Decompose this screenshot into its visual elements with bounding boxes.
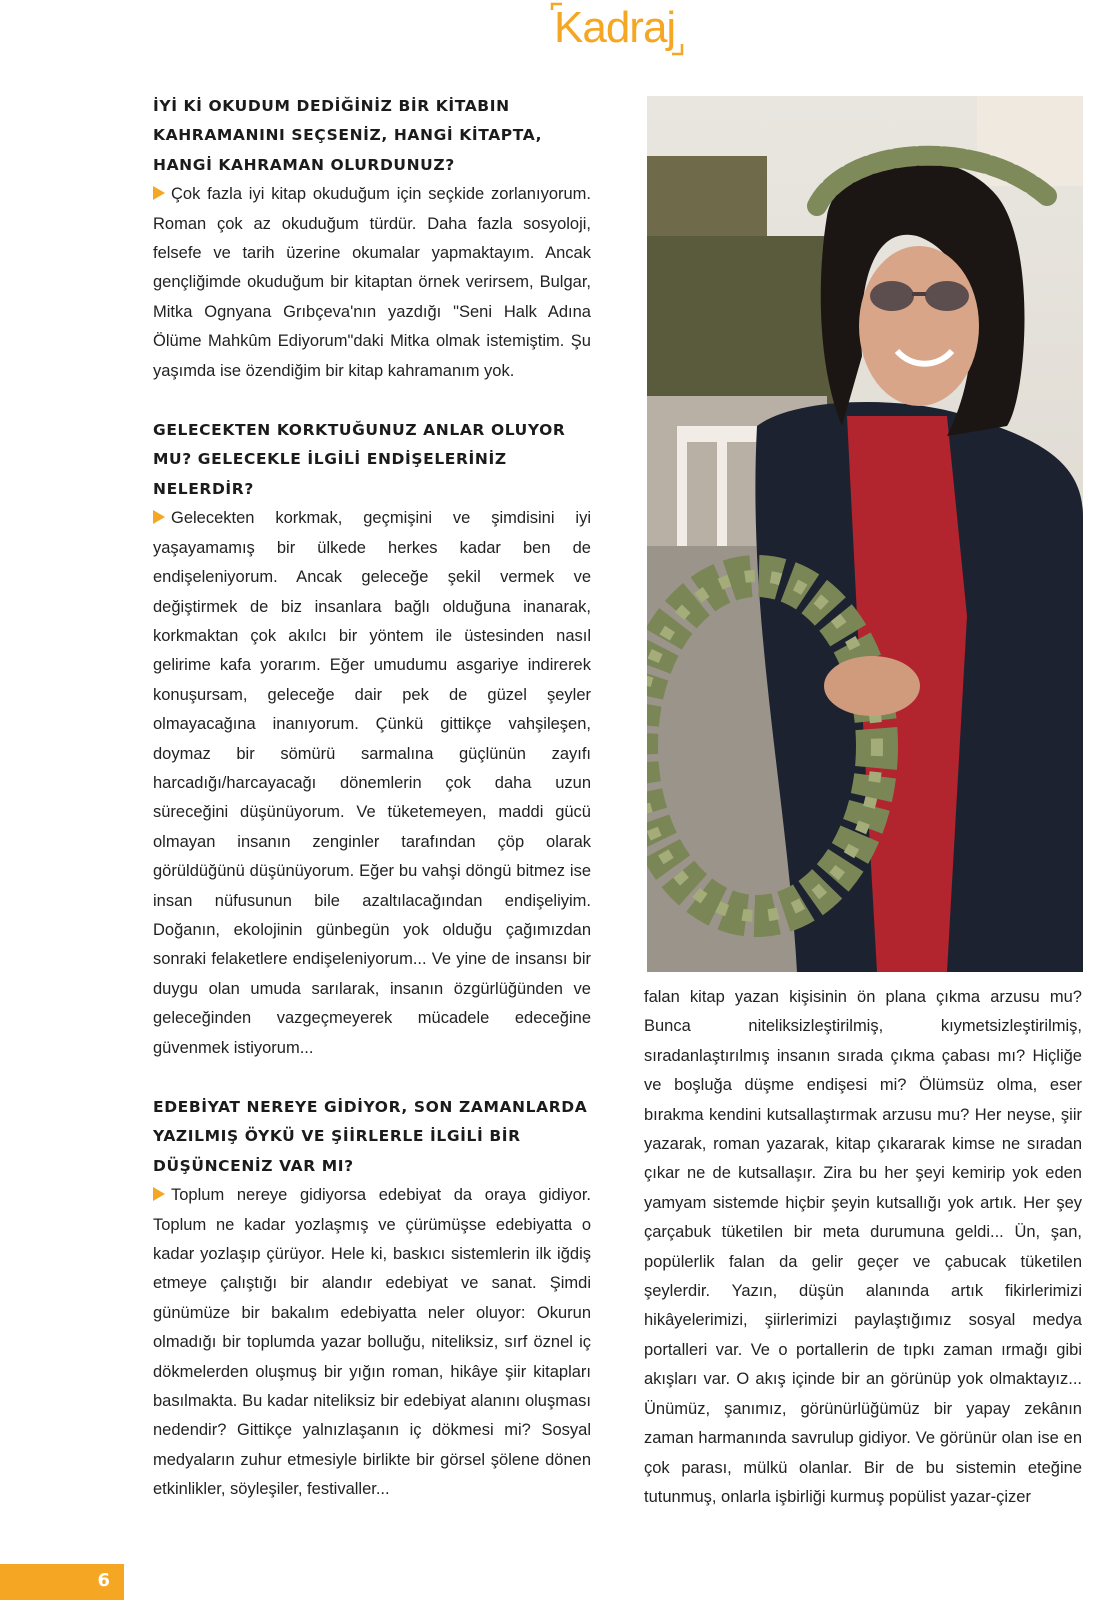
answer-1-text: Çok fazla iyi kitap okuduğum için seçkide zorlanıyorum. Roman çok az okuduğum türdür. Daha fazla sosyoloji, felsefe ve tarih üzerine okumalar yapmaktayım. Ancak gençliğimde okuduğum bir kitaptan örnek verirsem, Bulgar, Mitka Ognyana Grıbçeva'nın yazdığı "Seni Halk Adına Ölüme Mahkûm Ediyorum"daki Mitka olmak istemiştim. Şu yaşımda ise özendiğim bir kitap kahramanım yok.	[153, 185, 591, 380]
arrow-marker-icon	[153, 1187, 165, 1201]
question-1: İYİ Kİ OKUDUM DEDİĞİNİZ BİR KİTABIN KAHRAMANINI SEÇSENİZ, HANGİ KİTAPTA, HANGİ KAHRAMAN OLURDUNUZ?	[153, 97, 543, 174]
right-column-text: falan kitap yazan kişisinin ön plana çıkma arzusu mu? Bunca niteliksizleştirilmiş, kıymetsizleştirilmiş, sıradanlaştırılmış insanın sırada çıkma çabası mı? Hiçliğe ve boşluğa düşme endişesi mi? Ölümsüz olma, eser bırakma kendini kutsallaştırmak arzusu mu? Her neyse, şiir yazarak, roman yazarak, kitap çıkararak kimse ne sıradan çıkar ne de kutsallaşır. Zira bu her şeyi kemirip yok eden yamyam sistemde hiçbir şeyin kutsallığı yok artık. Her şey çarçabuk tüketilen bir meta durumuna geldi... Ün, şan, popülerlik falan da gelir geçer ve çabucak tüketilen şeylerdir. Yazın, düşün alanında artık fikirlerimizi hikâyelerimizi, şiirlerimizi paylaştığımız sosyal medya portalleri var. Ve o portallerin de tıpkı zaman ırmağı gibi akışları var. O akış içinde bir an görünüp yok olmaktayız... Ünümüz, şanımız, görünürlüğümüz bir yapay zekânın zaman harmanında savrulup gidiyor. Ve görünür olan ise en çok parası, mülkü olanlar. Bir de bu sistemin eteğine tutunmuş, onlarla işbirliği kurmuş popülist yazar-çizer	[644, 988, 1082, 1506]
answer-3	[153, 1181, 591, 1504]
right-column	[644, 983, 1082, 1512]
page-number-tab	[0, 1564, 124, 1600]
page-number: 6	[97, 1570, 110, 1591]
arrow-marker-icon	[153, 510, 165, 524]
question-3: EDEBİYAT NEREYE GİDİYOR, SON ZAMANLARDA YAZILMIŞ ÖYKÜ VE ŞİİRLERLE İLGİLİ BİR DÜŞÜNCENİZ VAR MI?	[153, 1098, 588, 1175]
answer-3-text: Toplum nereye gidiyorsa edebiyat da oraya gidiyor. Toplum ne kadar yozlaşmış ve çürümüşse edebiyatta o kadar yozlaşıp çürüyor. Hele ki, baskıcı sistemlerin ilk iğdiş etmeye çalıştığı bir alandır edebiyat ve sanat. Şimdi günümüze bir bakalım edebiyatta neler oluyor: Okurun olmadığı bir toplumda yazar bolluğu, niteliksiz, sırf öznel iç dökmelerden oluşmuş bir yığın roman, hikâye şiir kitapları basılmakta. Bu kadar niteliksiz bir edebiyat alanını oluşması nedendir? Gittikçe yalnızlaşanın iç dökmesi mi? Sosyal medyaların zuhur etmesiyle birlikte bir görsel şölene dönen etkinlikler, söyleşiler, festivaller...	[153, 1186, 591, 1499]
magazine-logo	[548, 0, 686, 58]
arrow-marker-icon	[153, 186, 165, 200]
answer-2-text: Gelecekten korkmak, geçmişini ve şimdisini iyi yaşayamamış bir ülkede herkes kadar ben de endişeleniyorum. Ancak geleceğe şekil vermek ve değiştirmek de biz insanlara bağlı olduğuna inanarak, korkmaktan çok akılcı bir yöntem ile üstesinden nasıl gelirime kafa yorarım. Eğer umudumu asgariye indirerek konuşursam, geleceğe dair pek de güzel şeyler olmayacağına inanıyorum. Çünkü gittikçe vahşileşen, doymaz bir sömürü sarmalına güçlünün zayıfı harcadığı/harcayacağı dönemlerin çok daha uzun süreceğini düşünüyorum. Ve tüketemeyen, maddi gücü olmayan insanın zenginler tarafından çöp olarak görüldüğünü düşünüyorum. Eğer bu vahşi döngü bitmez ise insan nüfusunun bile azaltılacağından endişeliyim. Doğanın, ekolojinin günbegün yok olduğu çağımızdan sonraki felaketlere endişeleniyorum... Ve yine de insansı bir duygu olan umuda sarılarak, insanın özgürlüğünden ve geleceğinden vazgeçmeyerek mücadele edeceğine güvenmek istiyorum...	[153, 509, 591, 1057]
logo-text: Kadraj	[554, 3, 676, 52]
answer-1	[153, 180, 591, 386]
answer-2	[153, 504, 591, 1063]
question-2: GELECEKTEN KORKTUĞUNUZ ANLAR OLUYOR MU? GELECEKLE İLGİLİ ENDİŞELERİNİZ NELERDİR?	[153, 421, 566, 498]
left-column	[153, 92, 591, 1505]
portrait-photo	[647, 96, 1083, 972]
